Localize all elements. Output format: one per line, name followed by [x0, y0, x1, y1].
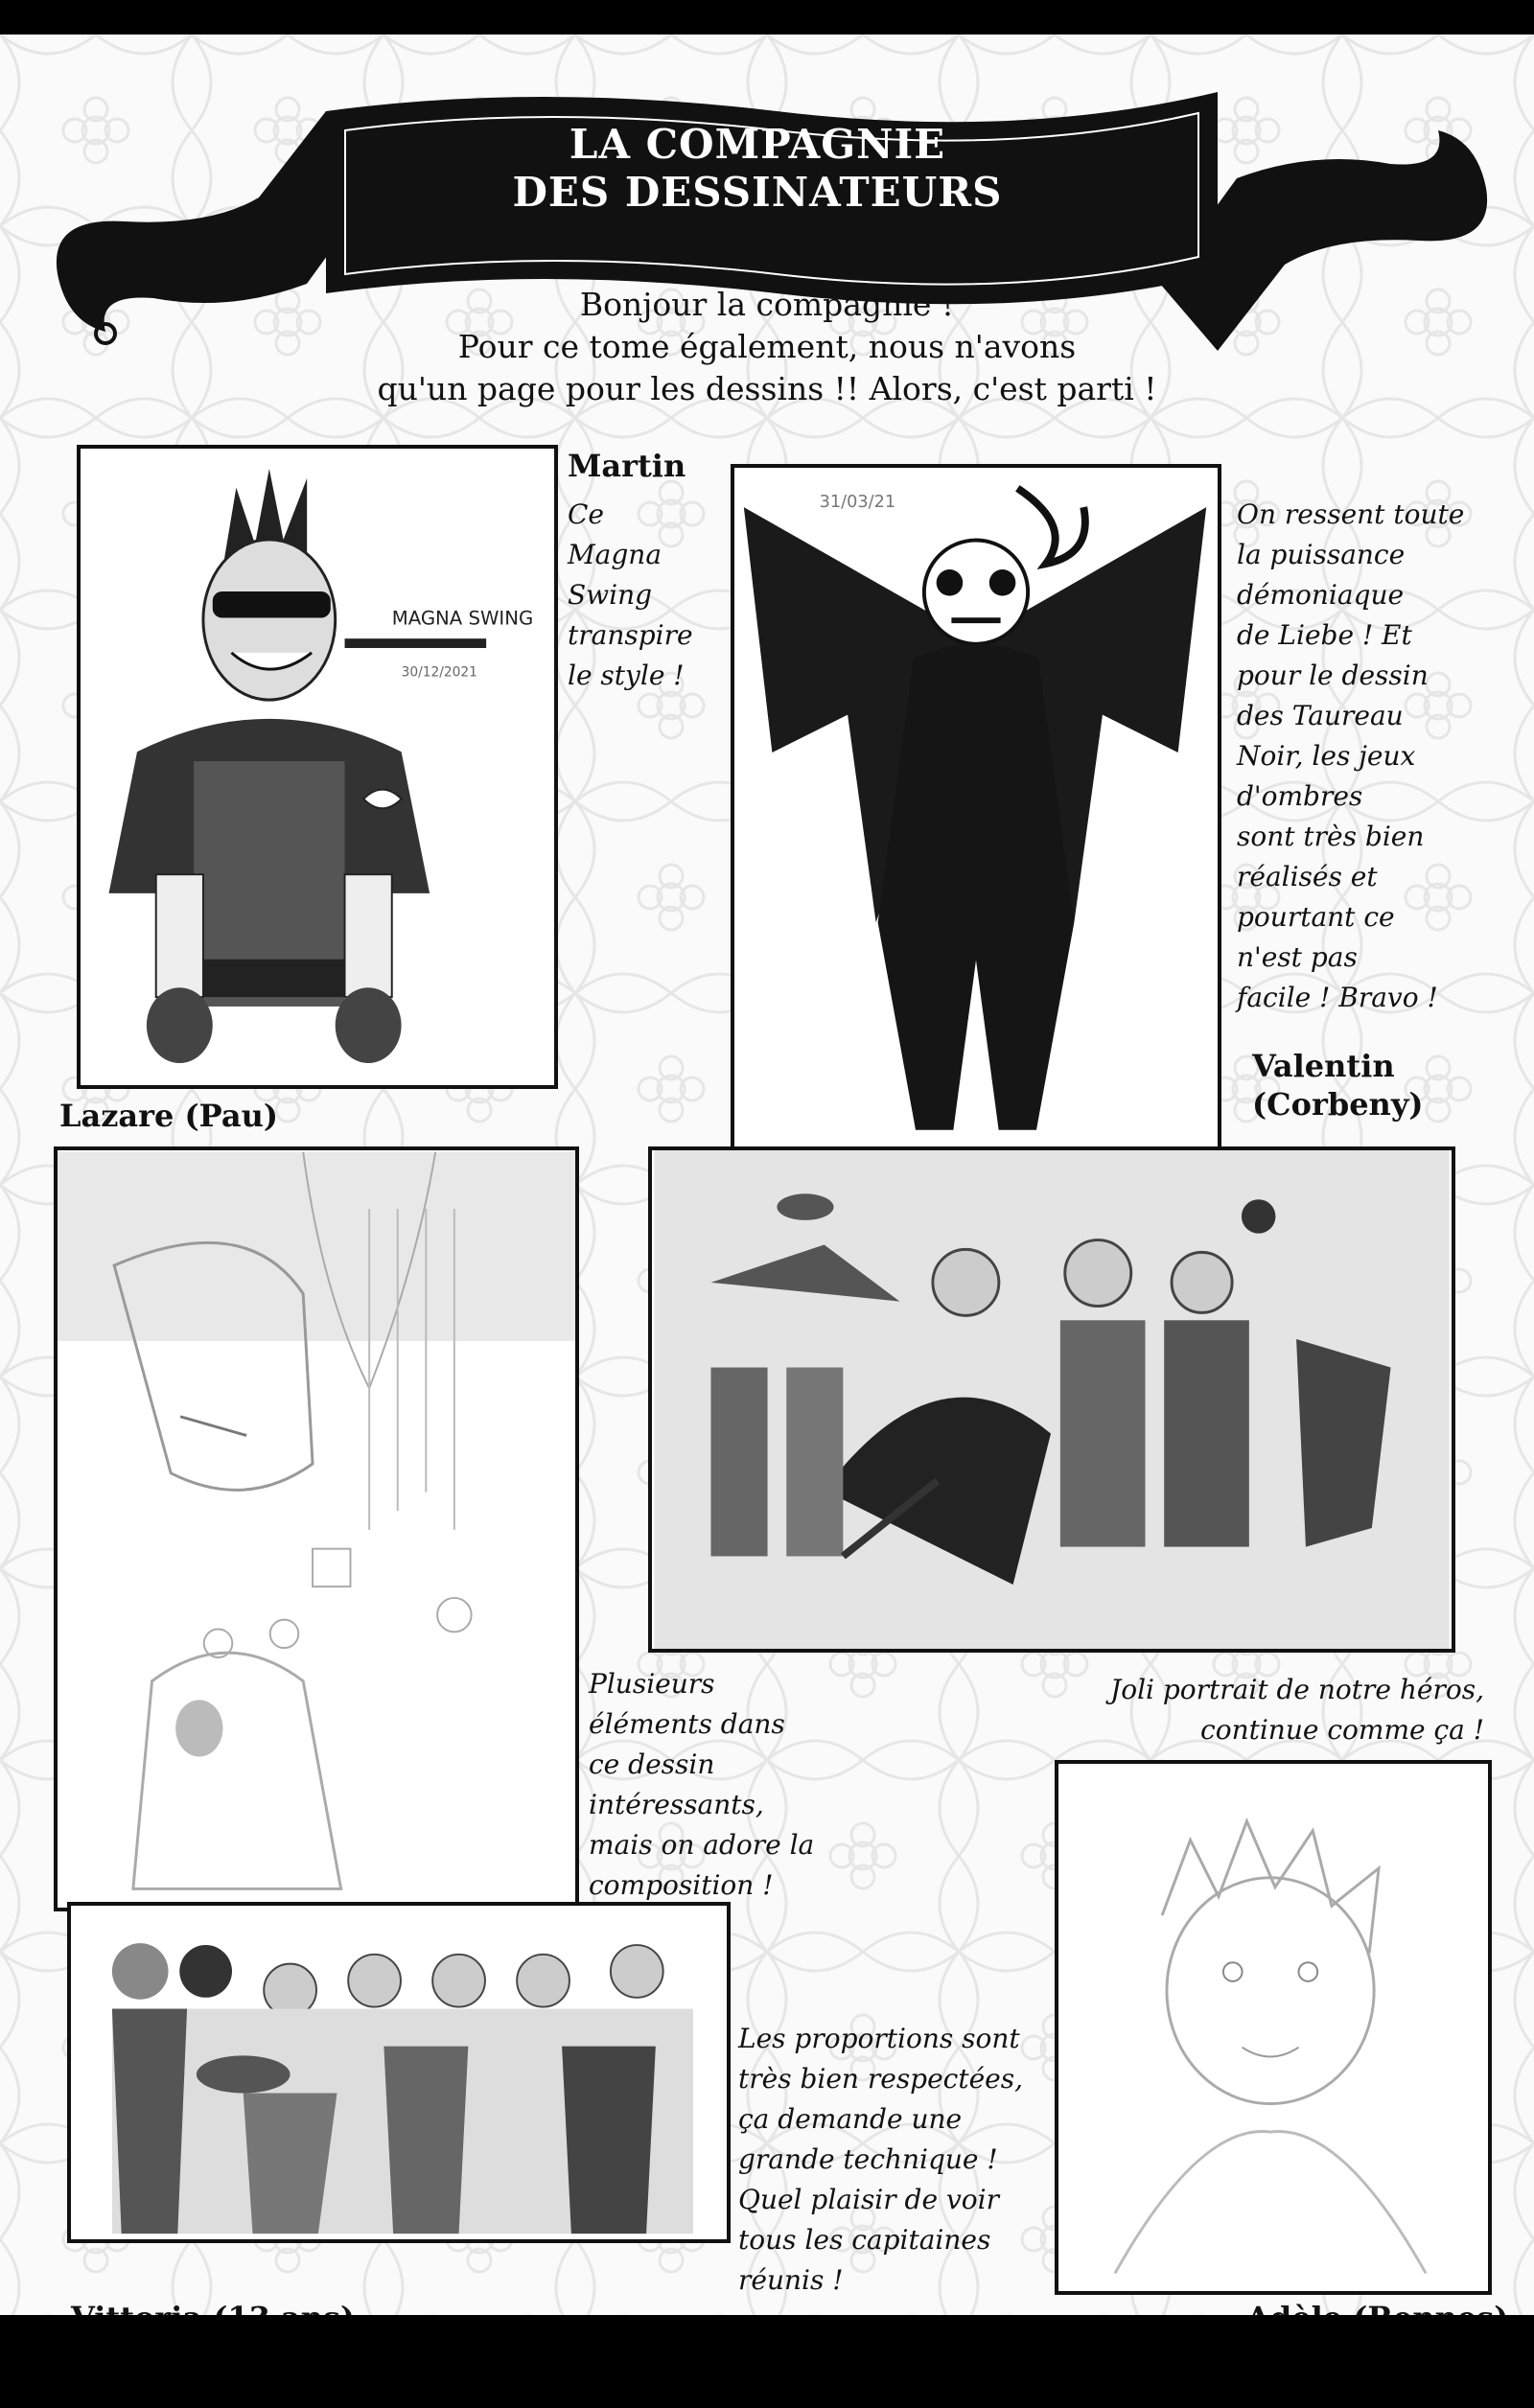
comment-line: Swing	[568, 579, 653, 611]
drawing-label-text: MAGNA SWING	[391, 607, 534, 630]
paper-background	[0, 35, 1534, 2315]
drawing-vittoria	[67, 1902, 731, 2243]
signature-line: Valentin	[1252, 1048, 1395, 1084]
title-line-1: LA COMPAGNIE	[569, 121, 946, 168]
drawing-adele	[1055, 1760, 1492, 2295]
bottom-black-bar	[0, 2315, 1534, 2408]
comment-line: Noir, les jeux	[1237, 740, 1416, 772]
comment-line: la puissance	[1237, 539, 1406, 570]
comment-line: Plusieurs	[589, 1668, 715, 1700]
comment-line: démoniaque	[1237, 579, 1405, 611]
signature-lazare: Lazare (Pau)	[59, 1098, 278, 1134]
drawing-group-scene	[652, 1150, 1452, 1649]
comment-line: grande technique !	[738, 2143, 998, 2175]
drawing-captains	[71, 1906, 727, 2239]
comment-line: Les proportions sont	[738, 2023, 1020, 2054]
comment-line: sont très bien	[1237, 821, 1425, 852]
comment-line: transpire	[568, 619, 693, 651]
comment-line: éléments dans	[589, 1708, 785, 1740]
comment-line: pourtant ce	[1237, 901, 1395, 933]
comment-line: Quel plaisir de voir	[738, 2184, 999, 2215]
comment-line: de Liebe ! Et	[1237, 619, 1412, 651]
comment-line: Ce	[568, 498, 604, 530]
top-black-bar	[0, 0, 1534, 35]
drawing-liebe	[734, 468, 1218, 1160]
comment-vittoria	[738, 2019, 1023, 2301]
comment-line: très bien respectées,	[738, 2063, 1024, 2095]
comment-line: pour le dessin	[1237, 660, 1429, 691]
comment-portrait-sketch	[589, 1664, 814, 1906]
comment-adele	[959, 1670, 1484, 1750]
intro-text	[249, 284, 1285, 410]
comment-lazare	[568, 495, 693, 696]
comment-line: Magna	[568, 539, 662, 570]
comment-line: le style !	[568, 660, 685, 691]
drawing-black-bulls-group	[648, 1146, 1455, 1653]
drawing-lazare	[77, 445, 558, 1089]
intro-line-3: qu'un page pour les dessins !! Alors, c'est parti !	[377, 370, 1157, 407]
title-line-2: DES DESSINATEURS	[512, 169, 1003, 216]
comment-line: mais on adore la	[589, 1829, 815, 1861]
comment-line: réunis !	[738, 2264, 844, 2296]
page-title	[499, 121, 1016, 217]
signature-line: (Corbeny)	[1252, 1086, 1424, 1123]
comment-line: continue comme ça !	[1200, 1714, 1484, 1746]
reviewer-name: Martin	[568, 448, 686, 484]
comment-line: n'est pas	[1237, 941, 1358, 973]
comment-line: tous les capitaines	[738, 2224, 991, 2256]
comment-line: intéressants,	[589, 1789, 764, 1820]
comment-line: On ressent toute	[1237, 498, 1465, 530]
comment-line: d'ombres	[1237, 780, 1363, 812]
comment-line: ce dessin	[589, 1748, 715, 1780]
comment-line: des Taureau	[1237, 700, 1404, 731]
intro-line-2: Pour ce tome également, nous n'avons	[457, 328, 1077, 365]
drawing-date-text: 30/12/2021	[401, 664, 477, 681]
intro-line-1: Bonjour la compagnie !	[579, 286, 955, 323]
drawing-date-text: 31/03/21	[819, 493, 896, 513]
drawing-sketch-character	[58, 1150, 575, 1908]
comment-line: Joli portrait de notre héros,	[1109, 1674, 1484, 1705]
comment-line: facile ! Bravo !	[1237, 982, 1438, 1013]
comment-valentin	[1237, 495, 1464, 1018]
drawing-valentin	[731, 464, 1221, 1164]
comment-line: réalisés et	[1237, 861, 1378, 892]
drawing-hero-portrait	[1058, 1764, 1488, 2291]
comment-line: composition !	[589, 1869, 774, 1901]
drawing-magna-swing	[81, 449, 554, 1085]
signature-valentin	[1252, 1047, 1424, 1123]
drawing-portrait-sketch	[54, 1146, 579, 1911]
comment-line: ça demande une	[738, 2103, 963, 2135]
